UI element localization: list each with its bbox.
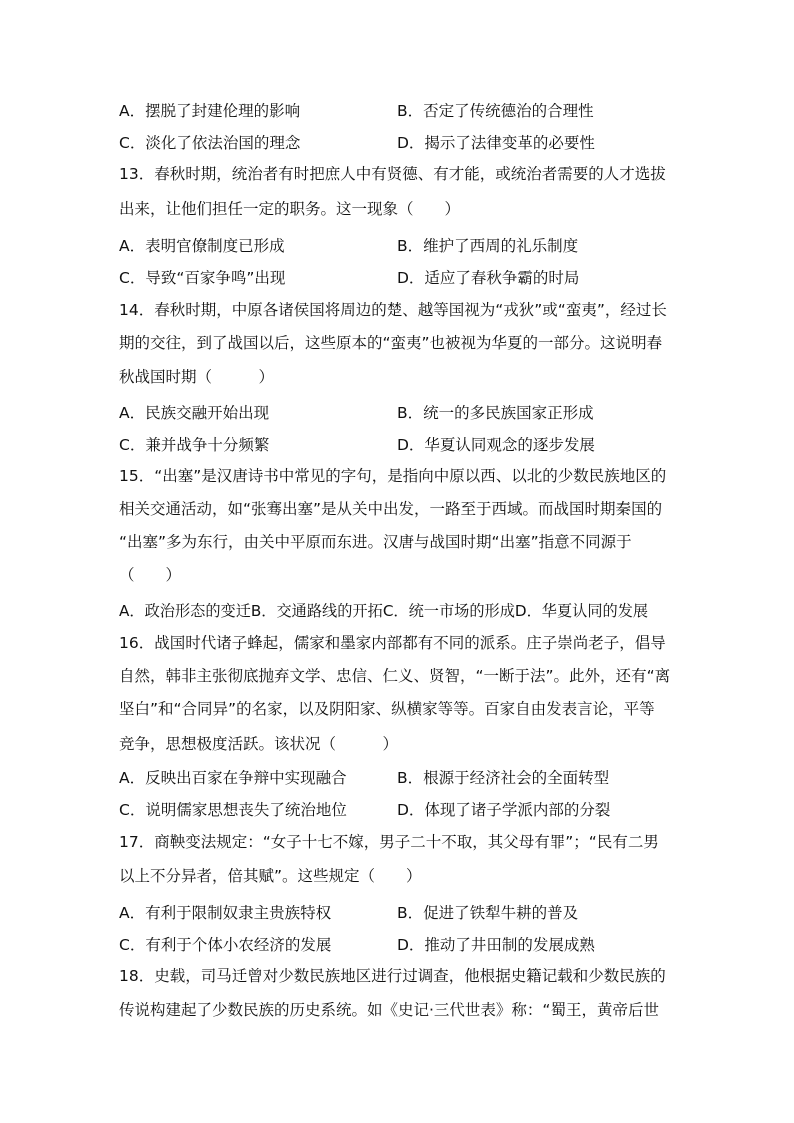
- q17-options-row-2: [119, 935, 679, 955]
- q14-stem-line-2: 期的交往，到了战国以后，这些原本的“蛮夷”也被视为华夏的一部分。这说明春: [119, 334, 663, 352]
- q14-option-c[interactable]: C．兼并战争十分频繁: [119, 436, 270, 454]
- q13-options-row-2: [119, 268, 679, 288]
- q15-option-d[interactable]: D．华夏认同的发展: [514, 602, 649, 620]
- q15-stem-line-4: （ ）: [119, 566, 182, 584]
- q14-option-d[interactable]: D．华夏认同观念的逐步发展: [397, 436, 595, 454]
- q16-option-d[interactable]: D．体现了诸子学派内部的分裂: [397, 801, 611, 819]
- q12-option-c[interactable]: C．淡化了依法治国的理念: [119, 134, 301, 152]
- q15-options-row: [119, 601, 679, 621]
- q16-stem-line-3: 坚白”和“合同异”的名家，以及阴阳家、纵横家等等。百家自由发表言论，平等: [119, 700, 655, 718]
- q13-options-row-1: [119, 236, 679, 256]
- q14-options-row-1: [119, 403, 679, 423]
- q13-option-b[interactable]: B．维护了西周的礼乐制度: [397, 237, 579, 255]
- q16-stem-line-2: 自然，韩非主张彻底抛弃文学、忠信、仁义、贤智，“一断于法”。此外，还有“离: [119, 667, 671, 685]
- q14-stem-line-3: 秋战国时期（ ）: [119, 368, 275, 386]
- q17-options-row-1: [119, 903, 679, 923]
- q15-stem-line-1: 15．“出塞”是汉唐诗书中常见的字句，是指向中原以西、以北的少数民族地区的: [119, 467, 667, 485]
- q14-option-a[interactable]: A．民族交融开始出现: [119, 404, 270, 422]
- q17-stem-line-1: 17．商鞅变法规定：“女子十七不嫁，男子二十不取，其父母有罪”；“民有二男: [119, 833, 659, 851]
- q17-option-d[interactable]: D．推动了井田制的发展成熟: [397, 936, 595, 954]
- q15-stem-line-3: “出塞”多为东行，由关中平原而东进。汉唐与战国时期“出塞”指意不同源于: [119, 533, 632, 551]
- q16-options-row-1: [119, 768, 679, 788]
- q16-options-row-2: [119, 800, 679, 820]
- q18-stem-line-1: 18．史载，司马迁曾对少数民族地区进行过调查，他根据史籍记载和少数民族的: [119, 967, 666, 985]
- q13-option-a[interactable]: A．表明官僚制度已形成: [119, 237, 285, 255]
- q12-options-row-2: [119, 133, 679, 153]
- q13-option-c[interactable]: C．导致“百家争鸣”出现: [119, 269, 286, 287]
- q15-option-b[interactable]: B．交通路线的开拓: [250, 602, 383, 620]
- q13-option-d[interactable]: D．适应了春秋争霸的时局: [397, 269, 580, 287]
- q16-option-a[interactable]: A．反映出百家在争辩中实现融合: [119, 769, 347, 787]
- q18-stem-line-2: 传说构建起了少数民族的历史系统。如《史记·三代世表》称：“蜀王，黄帝后世: [119, 1001, 659, 1019]
- q15-option-a[interactable]: A．政治形态的变迁: [119, 602, 251, 620]
- q12-option-b[interactable]: B．否定了传统德治的合理性: [397, 102, 594, 120]
- q15-option-c[interactable]: C．统一市场的形成: [382, 602, 515, 620]
- q17-option-c[interactable]: C．有利于个体小农经济的发展: [119, 936, 332, 954]
- q17-option-b[interactable]: B．促进了铁犁牛耕的普及: [397, 904, 579, 922]
- q14-options-row-2: [119, 435, 679, 455]
- q14-stem-line-1: 14．春秋时期，中原各诸侯国将周边的楚、越等国视为“戎狄”或“蛮夷”，经过长: [119, 301, 667, 319]
- q14-option-b[interactable]: B．统一的多民族国家正形成: [397, 404, 594, 422]
- q17-option-a[interactable]: A．有利于限制奴隶主贵族特权: [119, 904, 332, 922]
- q16-stem-line-4: 竞争，思想极度活跃。该状况（ ）: [119, 735, 399, 753]
- q12-option-a[interactable]: A．摆脱了封建伦理的影响: [119, 102, 301, 120]
- q16-stem-line-1: 16．战国时代诸子蜂起，儒家和墨家内部都有不同的派系。庄子崇尚老子，倡导: [119, 634, 666, 652]
- q12-options-row-1: [119, 101, 679, 121]
- q15-stem-line-2: 相关交通活动，如“张骞出塞”是从关中出发，一路至于西域。而战国时期秦国的: [119, 500, 663, 518]
- q13-stem-line-1: 13．春秋时期，统治者有时把庶人中有贤德、有才能，或统治者需要的人才选拔: [119, 165, 666, 183]
- q16-option-b[interactable]: B．根源于经济社会的全面转型: [397, 769, 610, 787]
- q13-stem-line-2: 出来，让他们担任一定的职务。这一现象（ ）: [119, 200, 461, 218]
- q16-option-c[interactable]: C．说明儒家思想丧失了统治地位: [119, 801, 347, 819]
- q12-option-d[interactable]: D．揭示了法律变革的必要性: [397, 134, 595, 152]
- q17-stem-line-2: 以上不分异者，倍其赋”。这些规定（ ）: [119, 867, 422, 885]
